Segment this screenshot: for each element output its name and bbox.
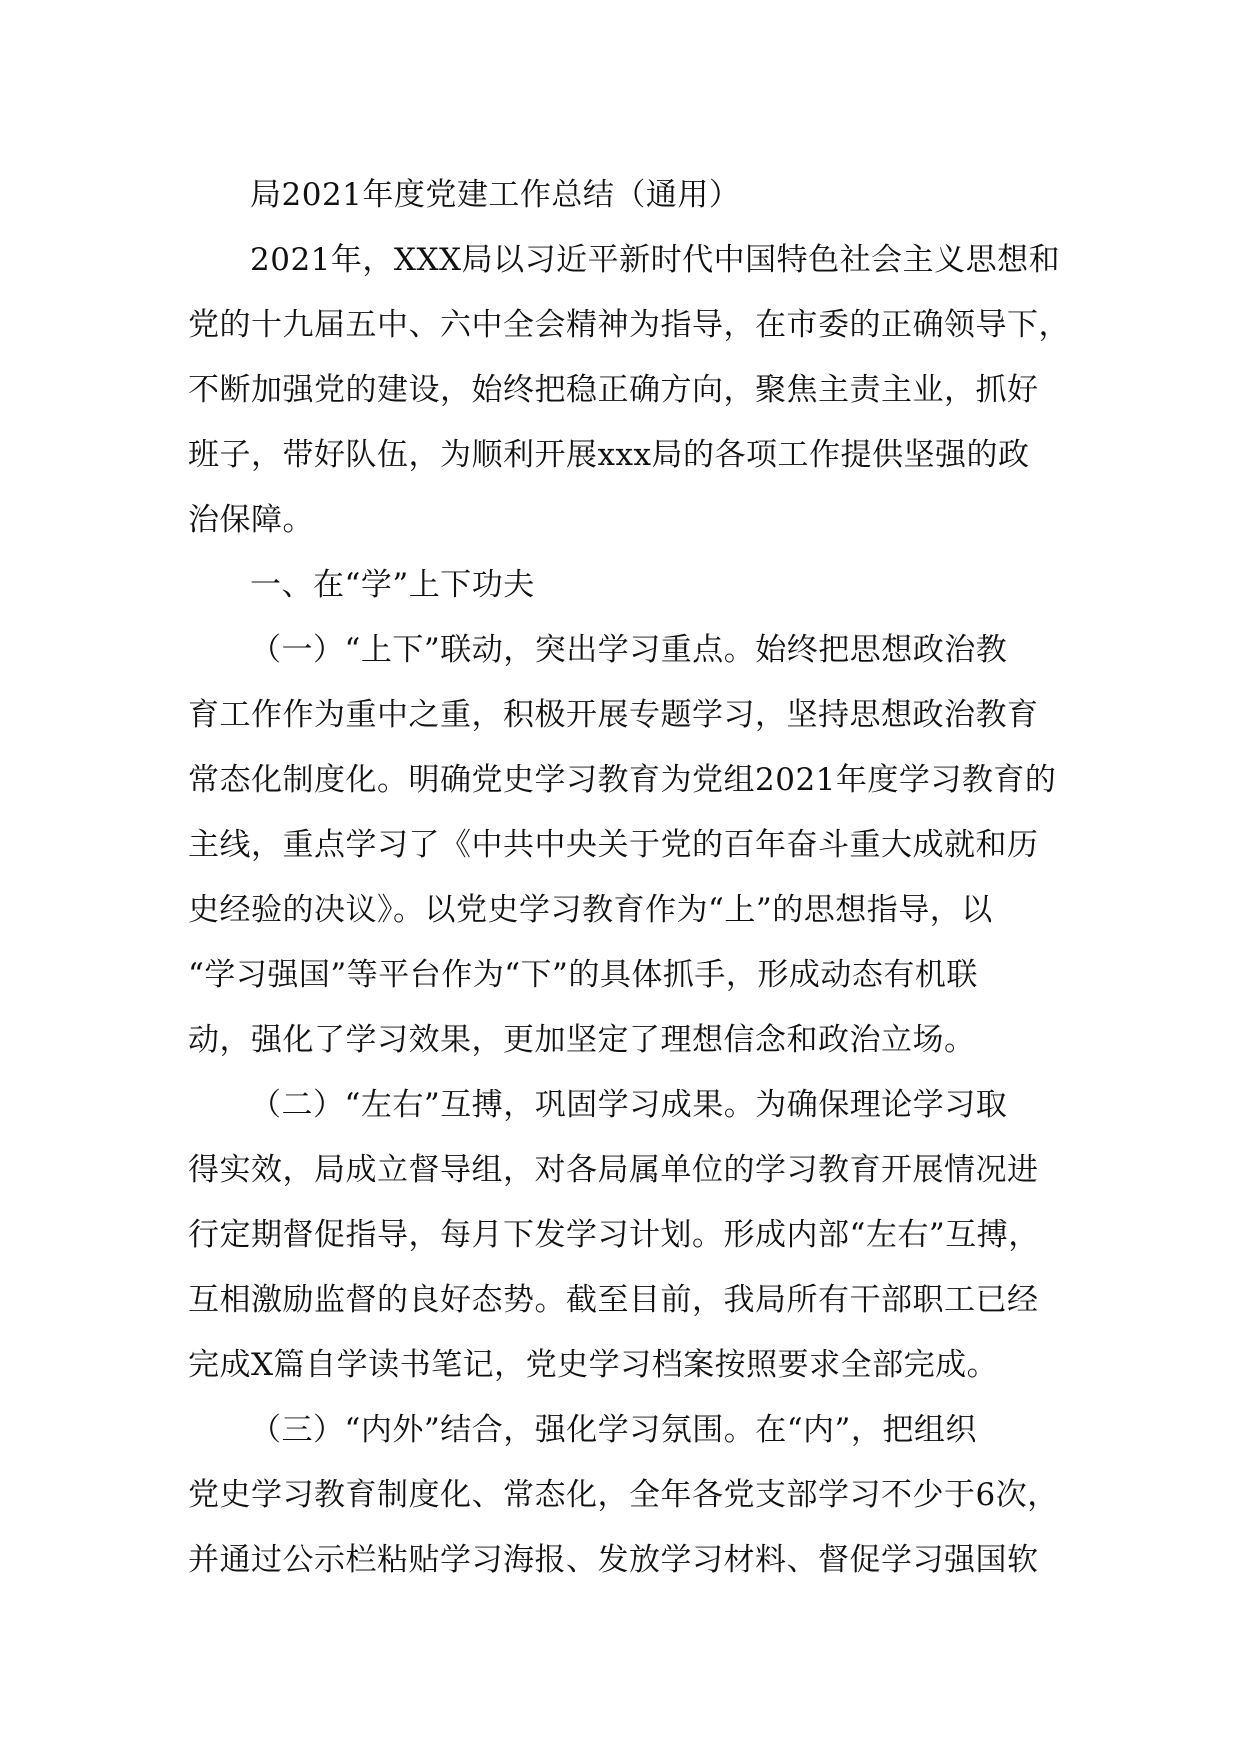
paragraph-line: 史经验的决议》。以党史学习教育作为“上”的思想指导，以 xyxy=(188,892,993,928)
paragraph-line: 并通过公示栏粘贴学习海报、发放学习材料、督促学习强国软 xyxy=(188,1542,1039,1578)
paragraph-line: “学习强国”等平台作为“下”的具体抓手，形成动态有机联 xyxy=(188,957,978,993)
paragraph-line: 不断加强党的建设，始终把稳正确方向，聚焦主责主业，抓好 xyxy=(188,372,1039,408)
paragraph-line: （二）“左右”互搏，巩固学习成果。为确保理论学习取 xyxy=(250,1087,1008,1123)
paragraph-line: （一）“上下”联动，突出学习重点。始终把思想政治教 xyxy=(250,632,1008,668)
section-heading: 一、在“学”上下功夫 xyxy=(250,567,535,603)
paragraph-line: （三）“内外”结合，强化学习氛围。在“内”，把组织 xyxy=(250,1412,977,1448)
paragraph-line: 完成X篇自学读书笔记，党史学习档案按照要求全部完成。 xyxy=(188,1347,999,1383)
paragraph-line: 常态化制度化。明确党史学习教育为党组2021年度学习教育的 xyxy=(188,762,1057,798)
paragraph-line: 党史学习教育制度化、常态化，全年各党支部学习不少于6次， xyxy=(188,1477,1059,1513)
paragraph-line: 党的十九届五中、六中全会精神为指导，在市委的正确领导下， xyxy=(188,307,1070,343)
paragraph-line: 主线，重点学习了《中共中央关于党的百年奋斗重大成就和历 xyxy=(188,827,1039,863)
paragraph-line: 动，强化了学习效果，更加坚定了理想信念和政治立场。 xyxy=(188,1022,976,1058)
paragraph-line: 行定期督促指导，每月下发学习计划。形成内部“左右”互搏， xyxy=(188,1217,1040,1253)
document-body xyxy=(188,163,1088,1593)
paragraph-line: 治保障。 xyxy=(188,502,314,538)
paragraph-line: 得实效，局成立督导组，对各局属单位的学习教育开展情况进 xyxy=(188,1152,1039,1188)
paragraph-line: 2021年，XXX局以习近平新时代中国特色社会主义思想和 xyxy=(250,242,1061,278)
paragraph-line: 互相激励监督的良好态势。截至目前，我局所有干部职工已经 xyxy=(188,1282,1039,1318)
document-title: 局2021年度党建工作总结（通用） xyxy=(250,177,741,213)
paragraph-line: 育工作作为重中之重，积极开展专题学习，坚持思想政治教育 xyxy=(188,697,1039,733)
paragraph-line: 班子，带好队伍，为顺利开展xxx局的各项工作提供坚强的政 xyxy=(188,437,1030,473)
